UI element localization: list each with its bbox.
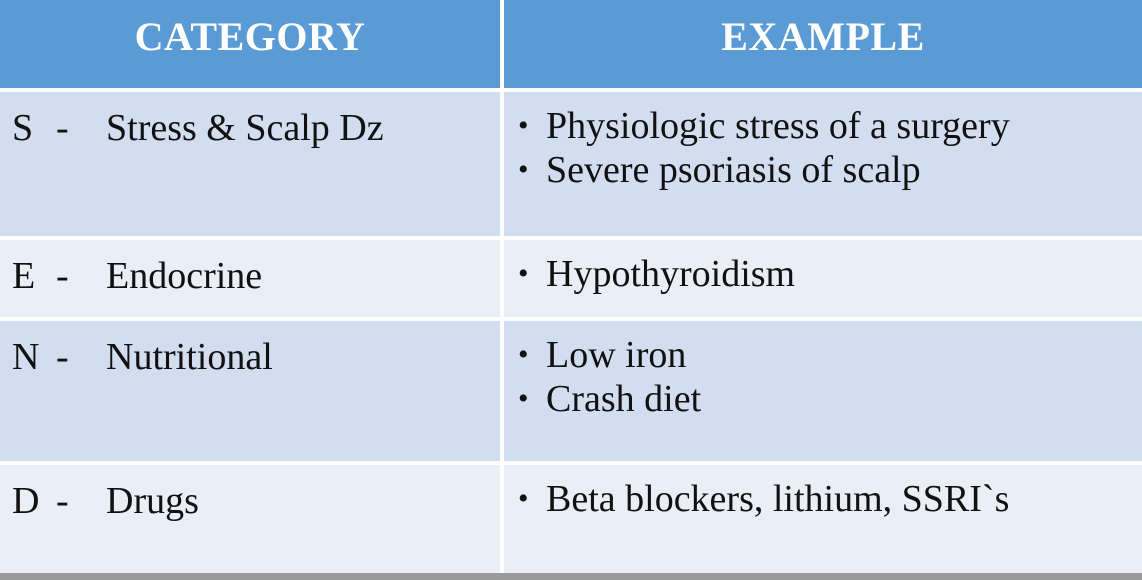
example-text: Beta blockers, lithium, SSRI`s — [546, 478, 1010, 520]
example-item — [518, 477, 1142, 521]
bottom-border — [0, 573, 1142, 580]
bullet-icon: • — [518, 257, 529, 290]
example-item — [518, 104, 1142, 148]
category-letter: E — [12, 255, 36, 297]
example-text: Low iron — [546, 334, 687, 376]
category-name: Drugs — [106, 480, 199, 522]
category-letter: N — [12, 336, 40, 378]
category-dash: - — [56, 336, 69, 378]
bullet-icon: • — [518, 338, 529, 371]
category-cell-s — [0, 92, 500, 236]
example-text: Severe psoriasis of scalp — [546, 149, 921, 191]
category-name: Stress & Scalp Dz — [106, 107, 384, 149]
category-letter: D — [12, 480, 40, 522]
example-text: Hypothyroidism — [546, 253, 796, 295]
category-dash: - — [56, 480, 69, 522]
category-name: Endocrine — [106, 255, 263, 297]
category-letter: S — [12, 107, 34, 149]
example-item — [518, 377, 1142, 421]
category-cell-n — [0, 321, 500, 461]
example-item — [518, 148, 1142, 192]
example-item — [518, 252, 1142, 296]
example-cell-s — [504, 92, 1142, 236]
bullet-icon: • — [518, 482, 529, 515]
bullet-icon: • — [518, 109, 529, 142]
category-dash: - — [56, 255, 69, 297]
category-dash: - — [56, 107, 69, 149]
example-cell-e — [504, 240, 1142, 317]
example-text: Crash diet — [546, 378, 702, 420]
example-item — [518, 333, 1142, 377]
header-category: CATEGORY — [0, 0, 500, 88]
category-cell-e — [0, 240, 500, 317]
example-cell-d — [504, 465, 1142, 573]
category-cell-d — [0, 465, 500, 573]
bullet-icon: • — [518, 153, 529, 186]
example-cell-n — [504, 321, 1142, 461]
bullet-icon: • — [518, 382, 529, 415]
example-text: Physiologic stress of a surgery — [546, 105, 1010, 147]
header-example: EXAMPLE — [504, 0, 1142, 88]
category-name: Nutritional — [106, 336, 273, 378]
